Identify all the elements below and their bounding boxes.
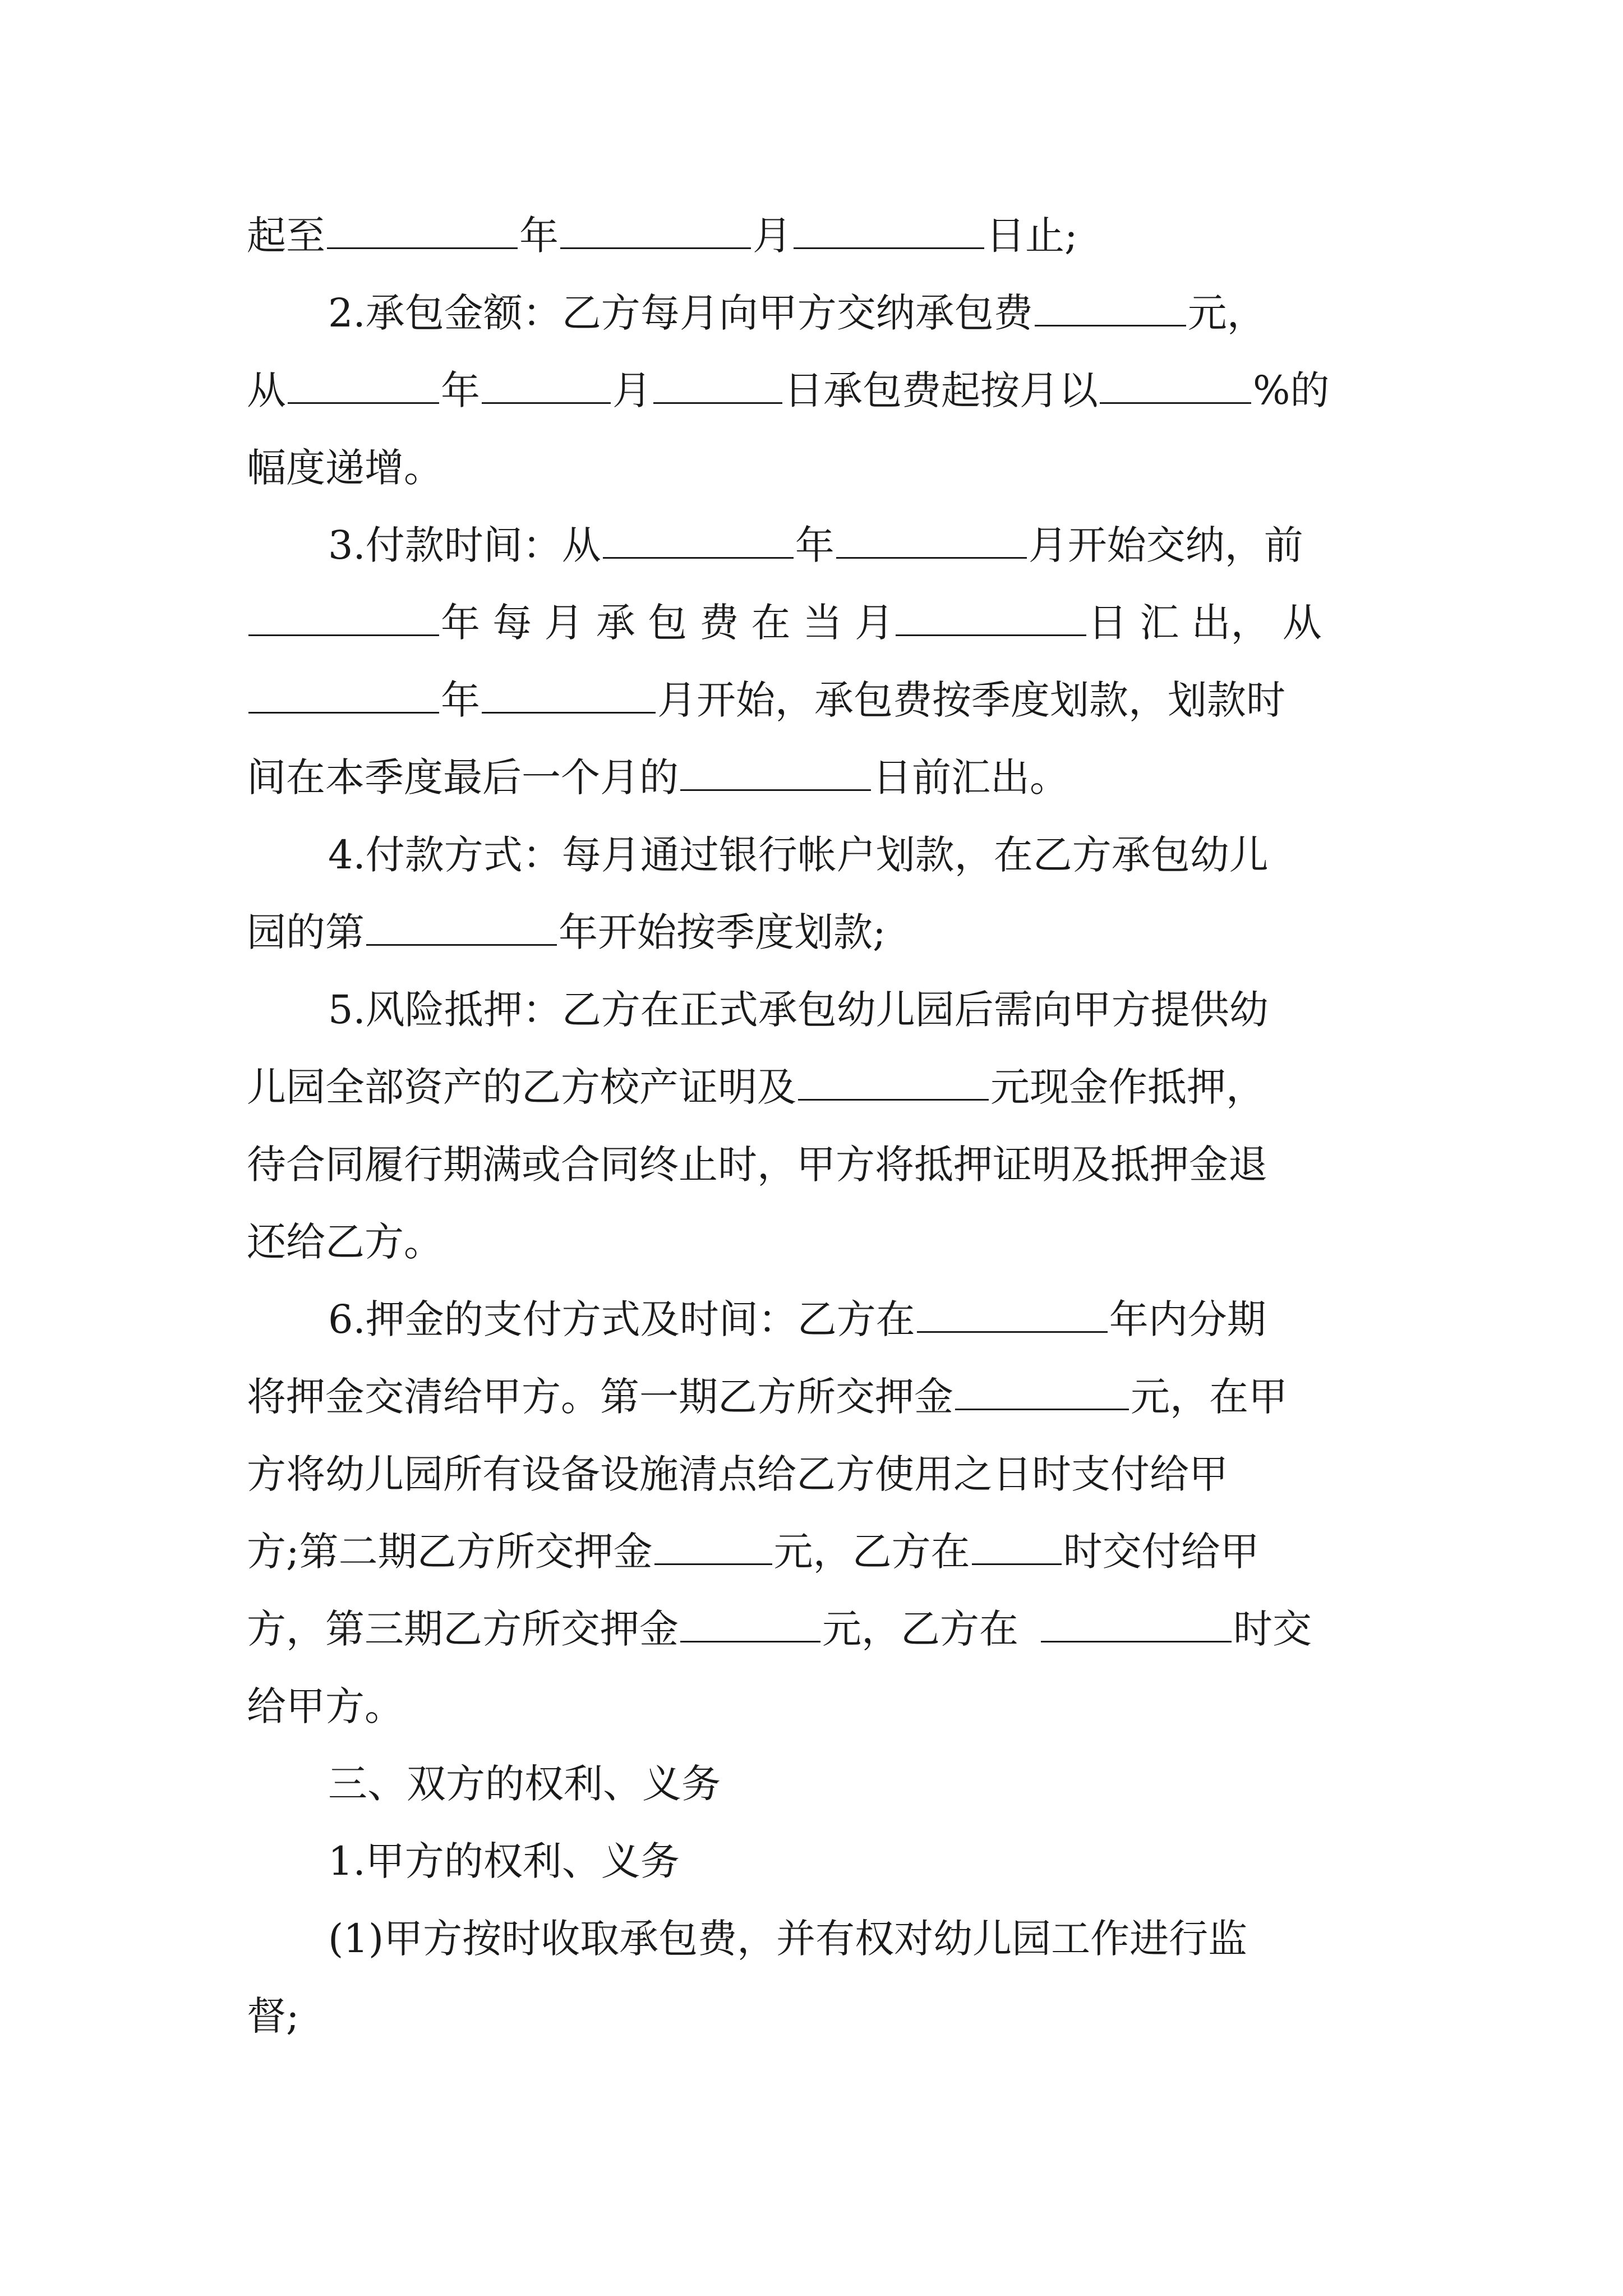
text-segment: %的 [1253, 367, 1330, 413]
fill-blank [1041, 1604, 1232, 1642]
fill-blank [680, 1604, 820, 1642]
text-segment: 给甲方。 [247, 1683, 404, 1729]
text-segment: 元，乙方在 [822, 1606, 1018, 1652]
text-line [247, 749, 1069, 806]
text-line [247, 1678, 404, 1734]
text-segment: 年 [795, 522, 834, 568]
text-segment: 方，第三期乙方所交押金 [247, 1606, 679, 1652]
text-segment: 月 [753, 213, 792, 259]
fill-blank [794, 210, 984, 249]
text-segment: 日承包费起按月以 [784, 367, 1098, 413]
text-segment: 时交 [1233, 1606, 1312, 1652]
fill-blank [680, 752, 871, 791]
text-segment: 元现金作抵押， [990, 1064, 1265, 1110]
text-line [328, 285, 1266, 341]
text-segment: 年 每 月 承 包 费 在 当 月 [441, 600, 895, 646]
text-segment: 年内分期 [1109, 1296, 1266, 1342]
text-line [328, 827, 1269, 883]
text-segment: 元， [1187, 290, 1266, 336]
text-segment: 1.甲方的权利、义务 [328, 1838, 680, 1884]
text-segment: 2.承包金额：乙方每月向甲方交纳承包费 [328, 290, 1033, 336]
fill-blank [798, 1062, 989, 1101]
fill-blank [327, 210, 518, 249]
text-line [328, 517, 1303, 573]
text-line [247, 1988, 299, 2044]
fill-blank [603, 520, 794, 559]
text-line [247, 1214, 443, 1270]
text-line [247, 904, 886, 960]
text-segment: 三、双方的权利、义务 [328, 1761, 721, 1807]
text-line [247, 1524, 1260, 1580]
text-line [328, 982, 1269, 1038]
text-segment: 月开始，承包费按季度划款，划款时 [657, 677, 1285, 723]
fill-blank [248, 597, 439, 636]
text-segment: 月 [612, 367, 652, 413]
text-segment: 年开始按季度划款; [559, 909, 886, 955]
fill-blank [836, 520, 1027, 559]
text-segment: 幅度递增。 [247, 445, 443, 491]
text-line [247, 595, 1322, 651]
fill-blank [366, 907, 557, 946]
fill-blank [654, 1526, 772, 1565]
fill-blank [482, 675, 656, 714]
subsection-heading [328, 1833, 680, 1889]
text-segment: 间在本季度最后一个月的 [247, 754, 679, 800]
fill-blank [1035, 288, 1186, 326]
fill-blank [917, 1294, 1108, 1333]
text-segment: 园的第 [247, 909, 365, 955]
text-segment: 年 [441, 677, 480, 723]
text-segment: 日前汇出。 [873, 754, 1069, 800]
text-line [328, 1291, 1266, 1347]
text-segment: 3.付款时间：从 [328, 522, 601, 568]
fill-blank [896, 597, 1086, 636]
fill-blank [288, 365, 439, 404]
text-segment: 起至 [247, 213, 325, 259]
text-segment: 从 [247, 367, 286, 413]
text-segment: 年 [441, 367, 480, 413]
fill-blank [1100, 365, 1251, 404]
text-line [247, 1446, 1228, 1502]
text-segment: (1)甲方按时收取承包费，并有权对幼儿园工作进行监 [328, 1916, 1248, 1962]
fill-blank [482, 365, 611, 404]
fill-blank [248, 675, 439, 714]
text-segment: 年 [519, 213, 559, 259]
text-line [247, 208, 1078, 264]
text-segment: 还给乙方。 [247, 1219, 443, 1265]
text-segment: 6.押金的支付方式及时间：乙方在 [328, 1296, 915, 1342]
fill-blank [653, 365, 782, 404]
text-segment: 待合同履行期满或合同终止时，甲方将抵押证明及抵押金退 [247, 1142, 1267, 1188]
text-segment: 月开始交纳，前 [1028, 522, 1303, 568]
text-segment: 督; [247, 1993, 299, 2039]
text-segment: 儿园全部资产的乙方校产证明及 [247, 1064, 796, 1110]
text-line [247, 1059, 1265, 1115]
text-line [247, 440, 443, 496]
fill-blank [560, 210, 751, 249]
text-segment: 时交付给甲 [1063, 1529, 1260, 1575]
text-segment: 方;第二期乙方所交押金 [247, 1529, 653, 1575]
text-segment: 元，在甲 [1131, 1374, 1288, 1420]
text-segment: 日止; [986, 213, 1078, 259]
text-line [328, 1911, 1247, 1967]
text-line [247, 362, 1330, 418]
text-line [247, 1369, 1288, 1425]
fill-blank [972, 1526, 1062, 1565]
fill-blank [955, 1372, 1129, 1410]
text-segment: 5.风险抵押：乙方在正式承包幼儿园后需向甲方提供幼 [328, 987, 1269, 1033]
text-segment: 元，乙方在 [773, 1529, 970, 1575]
section-heading [328, 1756, 721, 1812]
text-line [247, 672, 1285, 728]
text-segment: 将押金交清给甲方。第一期乙方所交押金 [247, 1374, 953, 1420]
text-line [247, 1601, 1312, 1657]
text-segment: 日 汇 出， 从 [1088, 600, 1322, 646]
text-segment: 方将幼儿园所有设备设施清点给乙方使用之日时支付给甲 [247, 1451, 1228, 1497]
text-segment: 4.付款方式：每月通过银行帐户划款，在乙方承包幼儿 [328, 832, 1269, 878]
text-line [247, 1137, 1267, 1193]
